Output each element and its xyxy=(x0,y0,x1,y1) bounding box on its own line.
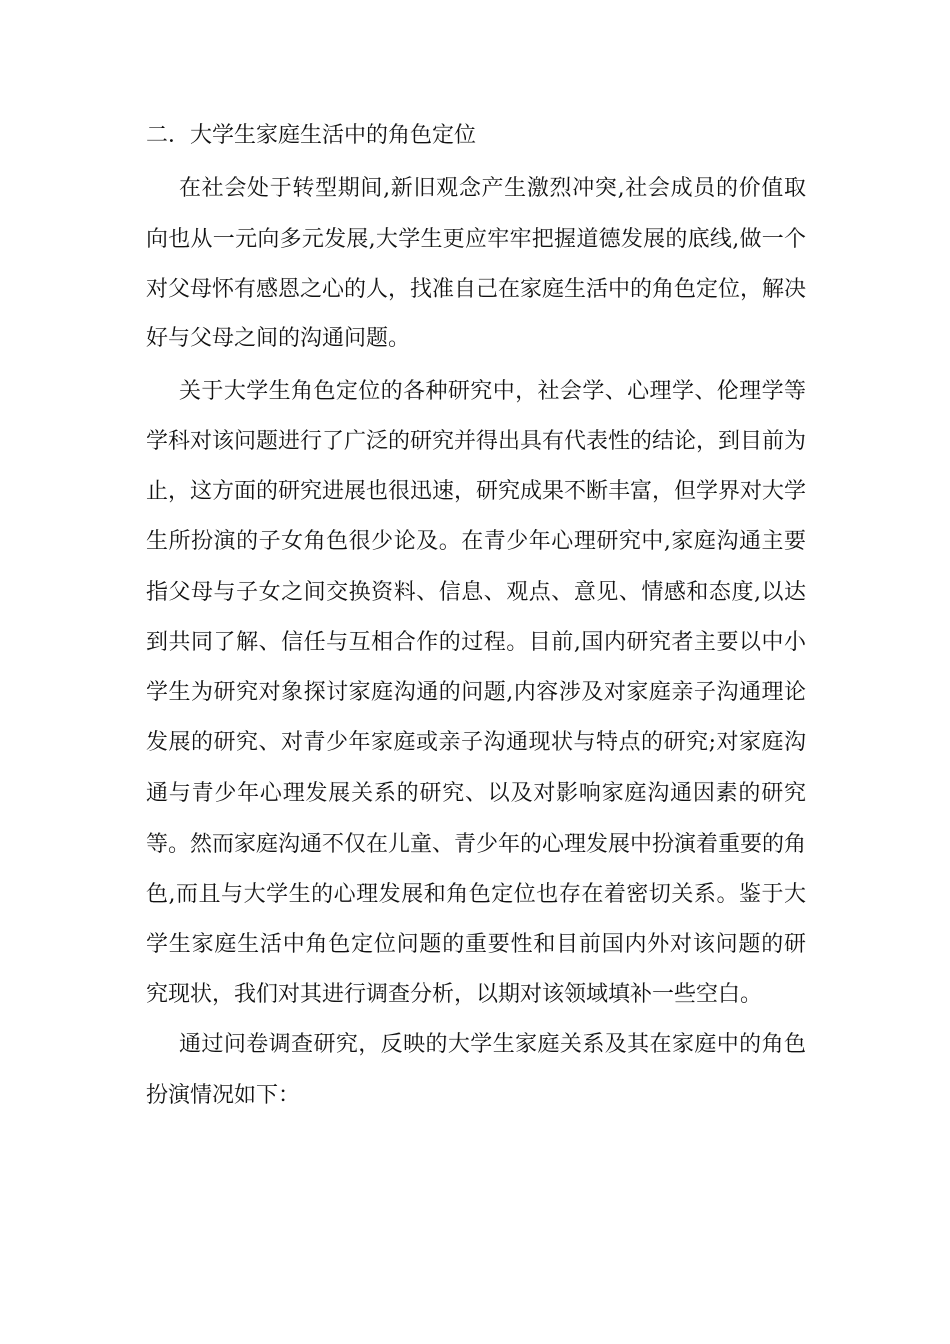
paragraph-2-line-12: 学生家庭生活中角色定位问题的重要性和目前国内外对该问题的研 xyxy=(146,932,806,957)
paragraph-2-line-9: 通与青少年心理发展关系的研究、以及对影响家庭沟通因素的研究 xyxy=(146,781,806,806)
paragraph-2-line-6: 到共同了解、信任与互相合作的过程。目前,国内研究者主要以中小 xyxy=(146,630,806,655)
paragraph-1-line-2: 向也从一元向多元发展,大学生更应牢牢把握道德发展的底线,做一个 xyxy=(146,227,806,252)
section-heading: 二．大学生家庭生活中的角色定位 xyxy=(146,123,477,148)
paragraph-2-line-2: 学科对该问题进行了广泛的研究并得出具有代表性的结论，到目前为 xyxy=(146,429,807,454)
paragraph-2-line-4: 生所扮演的子女角色很少论及。在青少年心理研究中,家庭沟通主要 xyxy=(146,529,806,554)
paragraph-2-line-3: 止，这方面的研究进展也很迅速，研究成果不断丰富，但学界对大学 xyxy=(146,479,807,504)
paragraph-3-line-1: 通过问卷调查研究，反映的大学生家庭关系及其在家庭中的角色 xyxy=(179,1032,806,1057)
paragraph-1-line-3: 对父母怀有感恩之心的人，找准自己在家庭生活中的角色定位，解决 xyxy=(146,277,807,302)
paragraph-2-line-8: 发展的研究、对青少年家庭或亲子沟通现状与特点的研究;对家庭沟 xyxy=(146,730,806,755)
paragraph-2-line-1: 关于大学生角色定位的各种研究中，社会学、心理学、伦理学等 xyxy=(179,379,806,404)
paragraph-2-line-7: 学生为研究对象探讨家庭沟通的问题,内容涉及对家庭亲子沟通理论 xyxy=(146,680,806,705)
paragraph-2-line-5: 指父母与子女之间交换资料、信息、观点、意见、情感和态度,以达 xyxy=(146,580,806,605)
paragraph-3-line-2: 扮演情况如下： xyxy=(146,1083,301,1108)
paragraph-2-line-10: 等。然而家庭沟通不仅在儿童、青少年的心理发展中扮演着重要的角 xyxy=(146,832,807,857)
paragraph-2-line-13: 究现状，我们对其进行调查分析，以期对该领域填补一些空白。 xyxy=(146,982,763,1007)
paragraph-2-line-11: 色,而且与大学生的心理发展和角色定位也存在着密切关系。鉴于大 xyxy=(146,882,806,907)
paragraph-1-line-4: 好与父母之间的沟通问题。 xyxy=(146,326,411,351)
paragraph-1-line-1: 在社会处于转型期间,新旧观念产生激烈冲突,社会成员的价值取 xyxy=(179,176,806,201)
